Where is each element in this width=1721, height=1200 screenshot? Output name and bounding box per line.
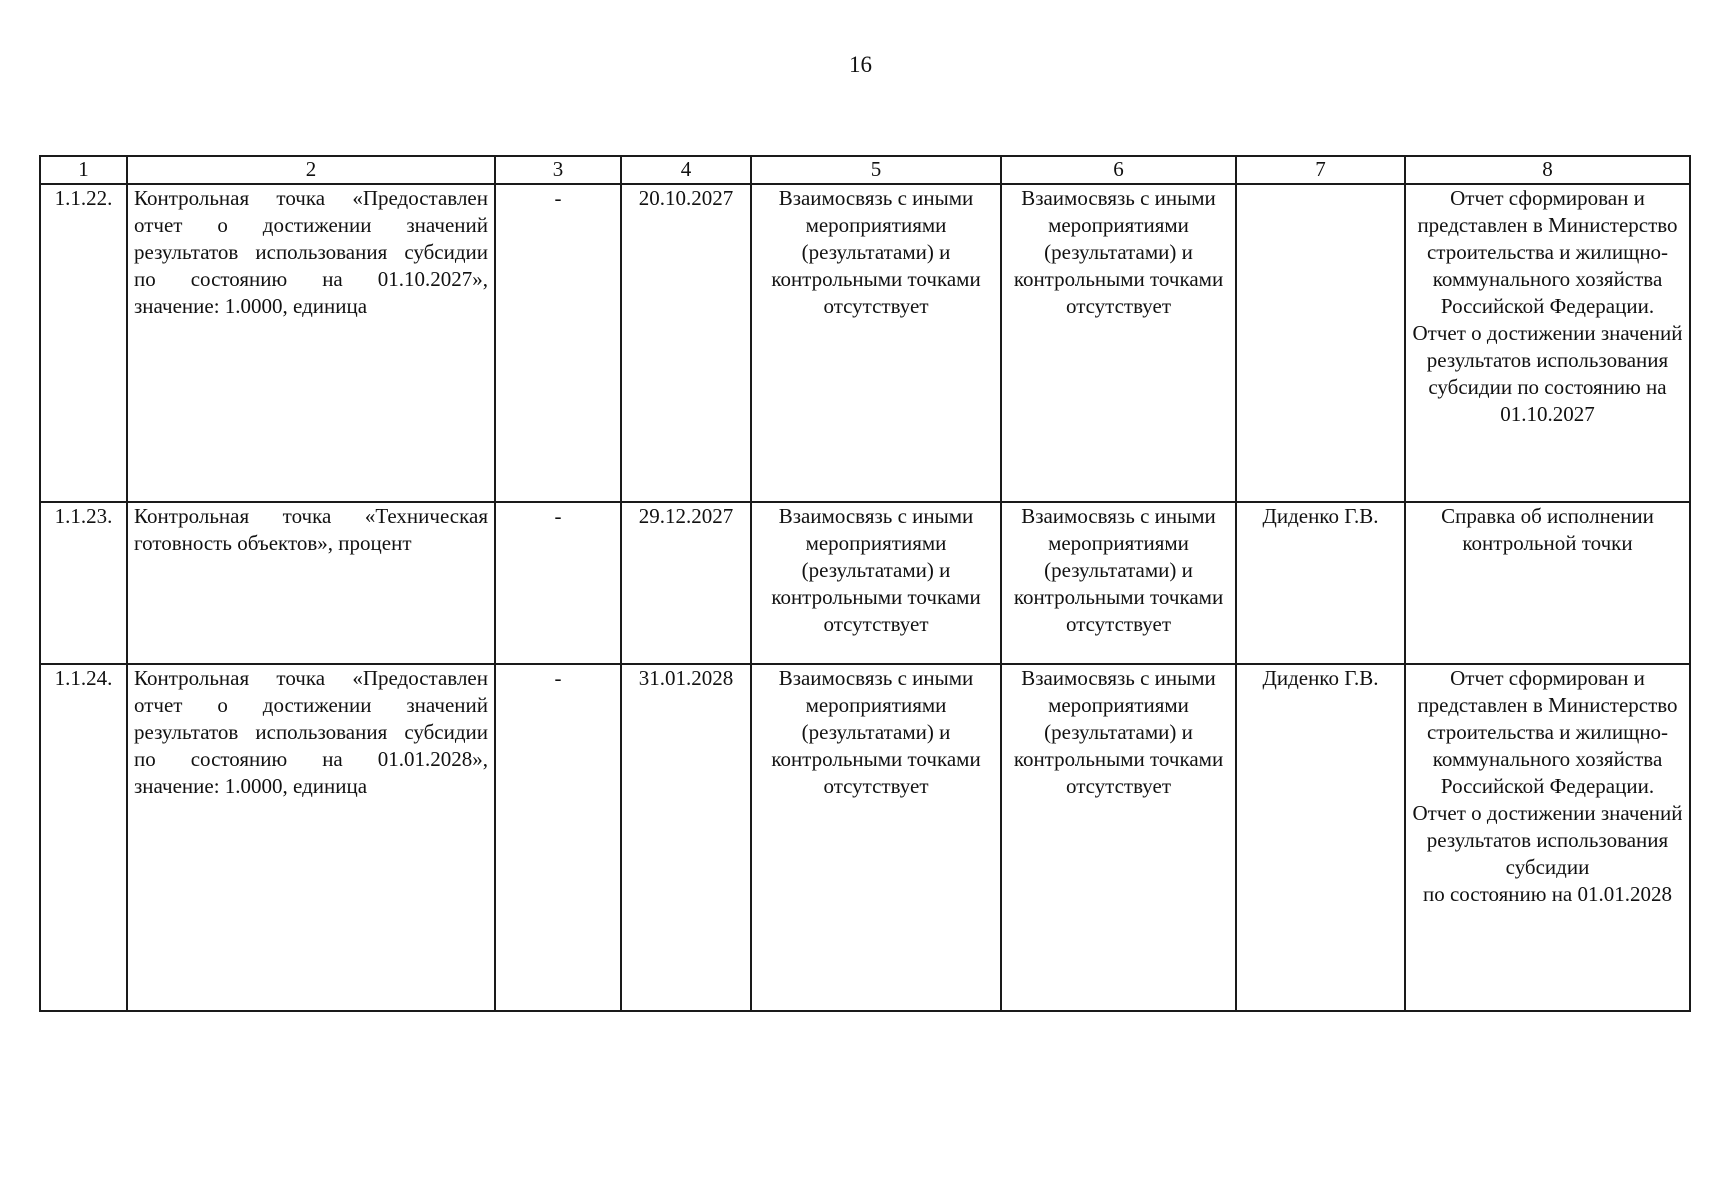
column-header-1: 1 xyxy=(40,156,127,184)
row-number: 1.1.22. xyxy=(40,184,127,502)
column-header-4: 4 xyxy=(621,156,751,184)
column-header-5: 5 xyxy=(751,156,1001,184)
relation-predecessors: Взаимосвязь с иными мероприятиями (результатами) и контрольными точками отсутствует xyxy=(751,502,1001,664)
control-point-name: Контрольная точка «Техническая готовность объектов», процент xyxy=(127,502,495,664)
column-header-8: 8 xyxy=(1405,156,1690,184)
confirming-document: Справка об исполнении контрольной точки xyxy=(1405,502,1690,664)
deadline-date: 20.10.2027 xyxy=(621,184,751,502)
page-number: 16 xyxy=(849,52,872,77)
table-row xyxy=(40,664,1690,1011)
column-3-value: - xyxy=(495,184,621,502)
control-point-name: Контрольная точка «Предоставлен отчет о достижении значений результатов использования субсидии по состоянию на 01.10.2027», значение: 1.0000, единица xyxy=(127,184,495,502)
control-points-table xyxy=(39,155,1691,1012)
control-point-name: Контрольная точка «Предоставлен отчет о достижении значений результатов использования субсидии по состоянию на 01.01.2028», значение: 1.0000, единица xyxy=(127,664,495,1011)
column-3-value: - xyxy=(495,664,621,1011)
column-3-value: - xyxy=(495,502,621,664)
relation-predecessors: Взаимосвязь с иными мероприятиями (результатами) и контрольными точками отсутствует xyxy=(751,184,1001,502)
relation-successors: Взаимосвязь с иными мероприятиями (результатами) и контрольными точками отсутствует xyxy=(1001,502,1236,664)
responsible-person xyxy=(1236,184,1405,502)
row-number: 1.1.24. xyxy=(40,664,127,1011)
row-number: 1.1.23. xyxy=(40,502,127,664)
confirming-document: Отчет сформирован и представлен в Министерство строительства и жилищно-коммунального хозяйства Российской Федерации. Отчет о достижении значений результатов использования субсидии по состоянию на 01.01.2028 xyxy=(1405,664,1690,1011)
responsible-person: Диденко Г.В. xyxy=(1236,664,1405,1011)
column-number-row xyxy=(40,156,1690,184)
deadline-date: 29.12.2027 xyxy=(621,502,751,664)
table-row xyxy=(40,184,1690,502)
column-header-7: 7 xyxy=(1236,156,1405,184)
table-row xyxy=(40,502,1690,664)
deadline-date: 31.01.2028 xyxy=(621,664,751,1011)
column-header-2: 2 xyxy=(127,156,495,184)
relation-successors: Взаимосвязь с иными мероприятиями (результатами) и контрольными точками отсутствует xyxy=(1001,664,1236,1011)
column-header-6: 6 xyxy=(1001,156,1236,184)
relation-successors: Взаимосвязь с иными мероприятиями (результатами) и контрольными точками отсутствует xyxy=(1001,184,1236,502)
confirming-document: Отчет сформирован и представлен в Министерство строительства и жилищно-коммунального хозяйства Российской Федерации. Отчет о достижении значений результатов использования субсидии по состоянию на 01.10.2027 xyxy=(1405,184,1690,502)
relation-predecessors: Взаимосвязь с иными мероприятиями (результатами) и контрольными точками отсутствует xyxy=(751,664,1001,1011)
column-header-3: 3 xyxy=(495,156,621,184)
responsible-person: Диденко Г.В. xyxy=(1236,502,1405,664)
